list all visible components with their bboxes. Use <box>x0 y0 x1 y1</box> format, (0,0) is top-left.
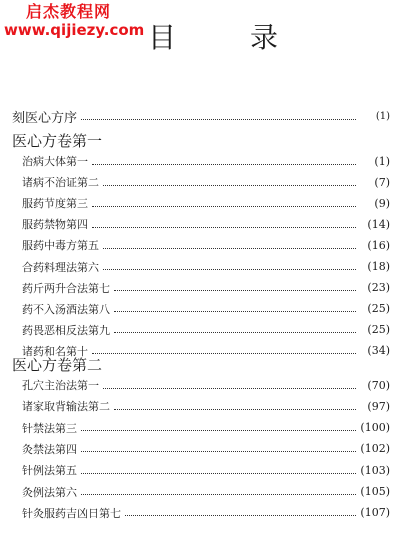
toc-entry-label: 诸药和名第十 <box>22 344 88 358</box>
toc-entry-page: (1) <box>375 110 390 122</box>
toc-entry[interactable] <box>0 193 406 213</box>
toc-entry-page: (14) <box>367 217 390 231</box>
dot-leader <box>114 311 356 312</box>
toc-entry[interactable] <box>0 299 406 319</box>
title-char-1: 目 <box>148 21 177 54</box>
toc-entry-page: (107) <box>360 506 390 520</box>
toc-entry[interactable] <box>0 257 406 277</box>
page-title <box>148 16 278 56</box>
toc-entry-label: 灸例法第六 <box>22 485 77 499</box>
toc-entry-label: 药畏恶相反法第九 <box>22 323 110 337</box>
dot-leader <box>92 206 356 207</box>
toc-entry-label: 针例法第五 <box>22 464 77 478</box>
title-char-2: 录 <box>249 21 278 54</box>
dot-leader <box>103 269 356 270</box>
toc-entry-page: (103) <box>360 463 390 477</box>
toc-entry[interactable] <box>0 503 406 523</box>
dot-leader <box>92 164 356 165</box>
watermark-site-name: 启杰教程网 <box>26 2 112 21</box>
dot-leader <box>81 473 356 474</box>
toc-entry-preface[interactable] <box>0 106 406 126</box>
toc-entry-page: (105) <box>360 485 390 498</box>
toc-entry-page: (18) <box>367 260 390 273</box>
toc-entry-page: (102) <box>360 442 390 456</box>
watermark-url: www.qijiezy.com <box>4 21 145 39</box>
toc-entry[interactable] <box>0 418 406 438</box>
toc-entry-label: 刻医心方序 <box>12 110 78 126</box>
dot-leader <box>92 227 356 228</box>
toc-entry-label: 药不入汤酒法第八 <box>22 302 110 316</box>
dot-leader <box>81 494 356 495</box>
toc-entry[interactable] <box>0 460 406 480</box>
toc-entry-label: 服药中毒方第五 <box>22 239 99 253</box>
toc-entry[interactable] <box>0 172 406 192</box>
dot-leader <box>103 185 356 186</box>
toc-entry-label: 针灸服药吉凶日第七 <box>22 506 121 520</box>
toc-entry-page: (97) <box>367 399 390 413</box>
toc-entry[interactable] <box>0 375 406 395</box>
toc-entry[interactable] <box>0 151 406 171</box>
toc-entry-page: (16) <box>367 238 390 252</box>
dot-leader <box>114 409 356 410</box>
dot-leader <box>114 290 356 291</box>
toc-entry-label: 服药节度第三 <box>22 197 88 211</box>
toc-entry-label: 诸家取背输法第二 <box>22 400 110 414</box>
toc-entry-label: 治病大体第一 <box>22 155 88 168</box>
toc-entry[interactable] <box>0 320 406 340</box>
site-watermark <box>4 4 144 38</box>
toc-entry[interactable] <box>0 396 406 416</box>
dot-leader <box>103 388 356 389</box>
toc-entry[interactable] <box>0 235 406 255</box>
toc-entry-page: (1) <box>374 154 390 168</box>
toc-entry[interactable] <box>0 278 406 298</box>
toc-entry-page: (25) <box>367 323 390 337</box>
toc-entry-label: 药斤两升合法第七 <box>22 281 110 295</box>
toc-entry-page: (34) <box>367 344 390 358</box>
toc-entry-label: 灸禁法第四 <box>22 442 77 456</box>
dot-leader <box>81 119 356 120</box>
toc-entry[interactable] <box>0 482 406 502</box>
toc-entry[interactable] <box>0 439 406 459</box>
toc-entry-label: 合药料理法第六 <box>22 260 99 274</box>
toc-entry-label: 孔穴主治法第一 <box>22 379 99 392</box>
volume-1-heading: 医心方卷第一 <box>12 132 103 150</box>
toc-entry-page: (23) <box>367 281 390 295</box>
volume-2-heading: 医心方卷第二 <box>12 356 103 374</box>
dot-leader <box>92 353 356 354</box>
toc-entry-label: 服药禁物第四 <box>22 218 88 232</box>
dot-leader <box>81 430 356 431</box>
toc-entry-page: (70) <box>367 378 390 392</box>
toc-entry-page: (25) <box>367 302 390 316</box>
dot-leader <box>125 515 356 516</box>
toc-entry[interactable] <box>0 214 406 234</box>
toc-entry-label: 诸病不治证第二 <box>22 176 99 190</box>
toc-entry-page: (9) <box>374 196 390 210</box>
toc-entry-label: 针禁法第三 <box>22 421 77 435</box>
dot-leader <box>103 248 356 249</box>
toc-entry-page: (7) <box>374 175 390 189</box>
dot-leader <box>81 451 356 452</box>
toc-entry-page: (100) <box>360 421 390 435</box>
dot-leader <box>114 332 356 333</box>
